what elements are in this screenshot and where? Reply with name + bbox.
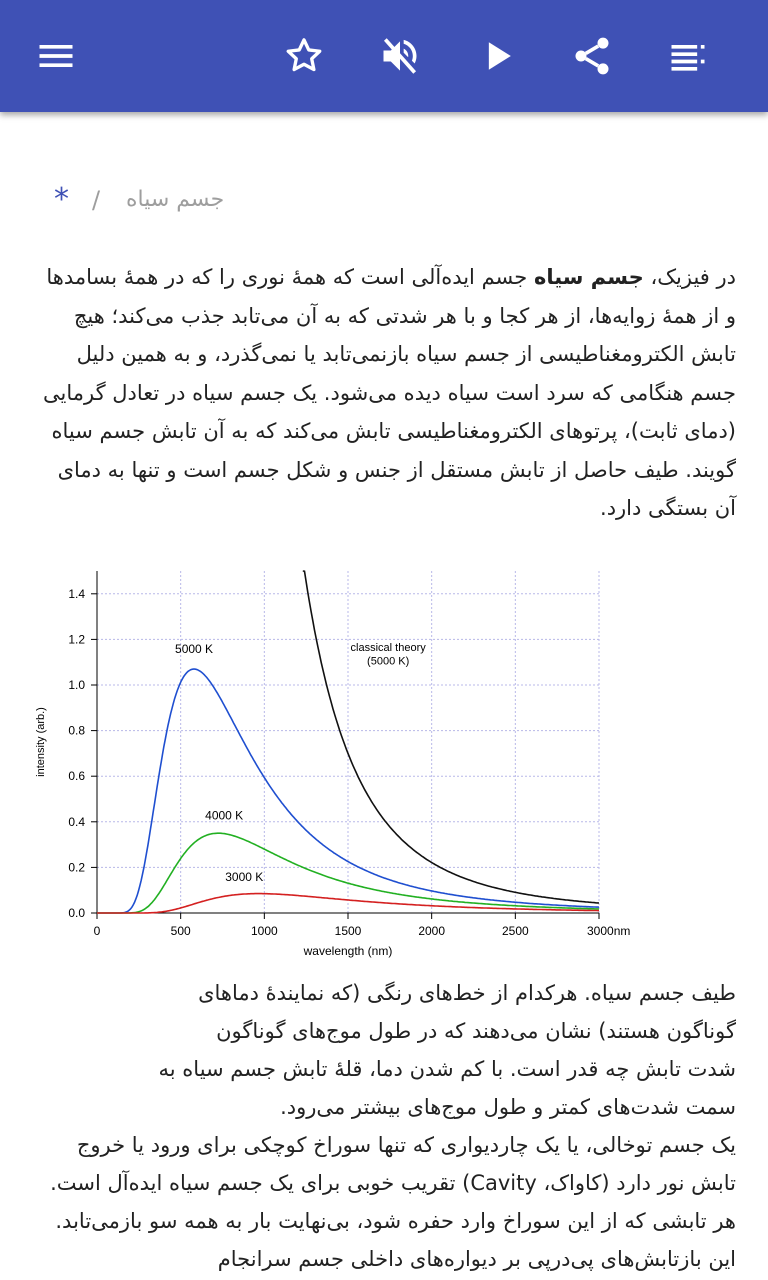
mute-button[interactable]	[372, 28, 428, 84]
y-tick-label: 1.0	[68, 678, 85, 692]
x-tick-label: 0	[93, 924, 101, 938]
series-line-1	[97, 833, 599, 913]
x-axis-label: wavelength (nm)	[303, 944, 393, 958]
x-tick-label: 500	[170, 924, 191, 938]
classical-label-temp: (5000 K)	[367, 655, 410, 668]
series-label-4000k: 4000 K	[205, 808, 244, 823]
x-tick-label: 3000nm	[587, 924, 631, 938]
intro-prefix: در فیزیک،	[650, 265, 736, 289]
star-icon	[282, 34, 326, 78]
play-button[interactable]	[470, 28, 526, 84]
bookmark-button[interactable]	[276, 28, 332, 84]
contents-icon	[666, 34, 710, 78]
series-label-5000k: 5000 K	[175, 642, 214, 657]
share-icon	[570, 34, 614, 78]
contents-button[interactable]	[660, 28, 716, 84]
x-tick-label: 2000	[418, 924, 446, 938]
series-label-3000k: 3000 K	[225, 870, 264, 885]
intro-term[interactable]: جسم سیاه	[533, 265, 644, 289]
y-tick-label: 0.4	[68, 814, 85, 829]
x-tick-label: 1000	[250, 924, 278, 938]
y-tick-label: 0.8	[68, 723, 85, 738]
intro-text: جسم ایده‌آلی است که همهٔ نوری را که در همهٔ بسامدها و از همهٔ زوایه‌ها، از هر کجا و با هر شدتی که به آن می‌تابد جذب می‌کند؛ هیچ تابش الکترومغناطیسی از جسم سیاه بازنمی‌تابد یا نمی‌گذرد، و به همین دلیل جسم هنگامی که سرد است سیاه دیده می‌شود. یک جسم سیاه در تعادل گرمایی (دمای ثابت)، پرتوهای الکترومغناطیسی تابش می‌کند که به آن تابش جسم سیاه گویند. طیف حاصل از تابش مستقل از جنس و شکل جسم است و تنها به دمای آن بستگی دارد.	[43, 265, 736, 520]
y-axis-label: intensity (arb.)	[35, 707, 47, 777]
series-line-3	[303, 571, 599, 903]
page-title: جسم سیاه	[126, 187, 225, 212]
caption-line: گوناگون هستند) نشان می‌دهند که در طول موج‌های گوناگون	[216, 1019, 736, 1043]
y-tick-label: 0.0	[68, 906, 85, 920]
y-tick-label: 0.6	[68, 769, 85, 784]
y-tick-label: 1.2	[68, 632, 85, 647]
x-tick-label: 1500	[334, 924, 362, 938]
intro-paragraph	[32, 258, 736, 528]
x-tick-label: 2500	[501, 924, 529, 938]
cavity-paragraph: یک جسم توخالی، یا یک چاردیواری که تنها سوراخ کوچکی برای ورود یا خروج تابش نور دارد (کاواک، Cavity) تقریب خوبی برای یک جسم سیاه ایده‌آل است. هر تابشی که از این سوراخ وارد حفره شود، بی‌نهایت بار به همه سو بازمی‌تابد. این بازتابش‌های پی‌درپی بر دیواره‌های داخلی جسم سرانجام	[50, 1133, 736, 1271]
breadcrumb-home[interactable]: *	[54, 182, 69, 217]
breadcrumb	[0, 178, 768, 222]
caption-line: سمت شدت‌های کمتر و طول موج‌های بیشتر می‌رود.	[280, 1095, 736, 1119]
menu-icon	[34, 34, 78, 78]
menu-button[interactable]	[28, 28, 84, 84]
y-tick-label: 1.4	[68, 586, 85, 601]
breadcrumb-separator: /	[92, 186, 101, 214]
blackbody-chart	[30, 565, 640, 970]
play-icon	[476, 34, 520, 78]
caption-line: شدت تابش چه قدر است. با کم شدن دما، قلهٔ تابش جسم سیاه به	[158, 1057, 736, 1081]
caption-and-body	[32, 974, 736, 1278]
caption-line: طیف جسم سیاه. هرکدام از خط‌های رنگی (که نمایندهٔ دماهای	[198, 981, 736, 1005]
app-bar	[0, 0, 768, 112]
y-tick-label: 0.2	[68, 860, 85, 875]
share-button[interactable]	[564, 28, 620, 84]
classical-label: classical theory	[350, 641, 426, 654]
mute-icon	[378, 34, 422, 78]
